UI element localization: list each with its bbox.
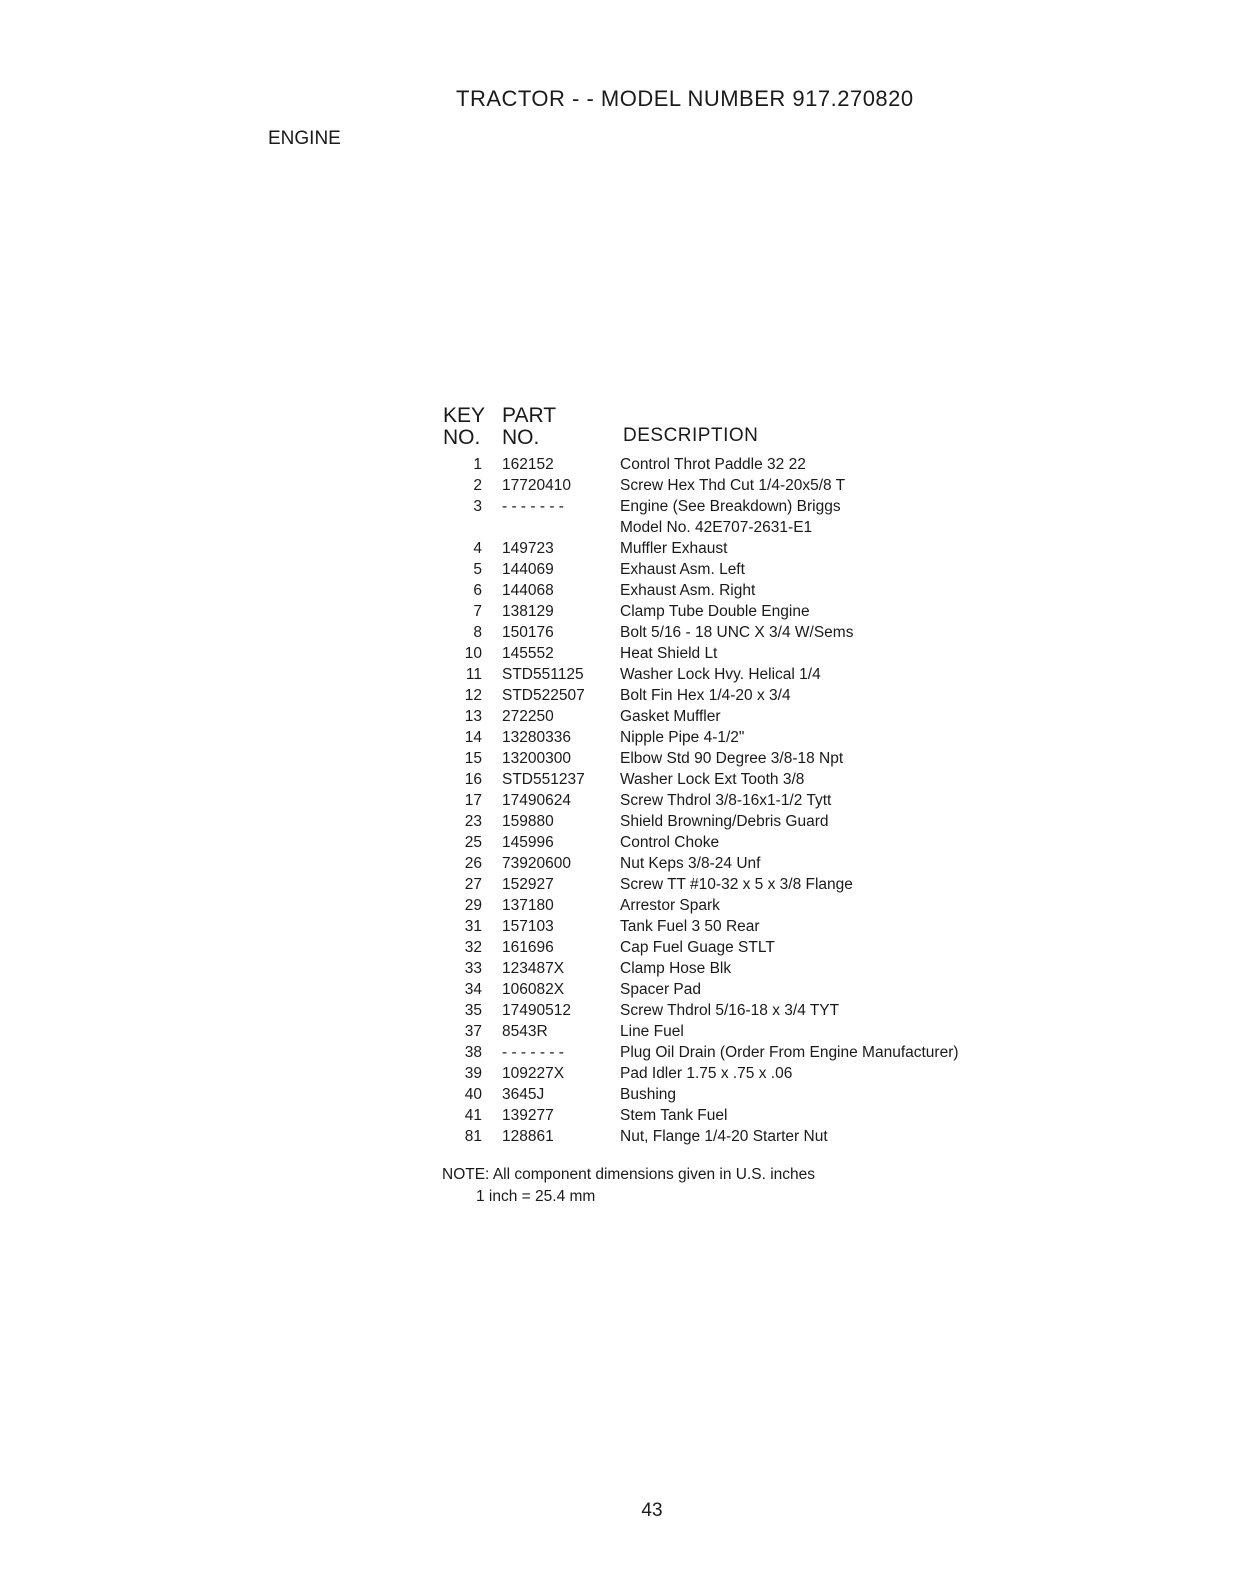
key-no-cell: 29 xyxy=(464,897,482,914)
key-no-cell: 32 xyxy=(464,939,482,956)
key-no-cell: 39 xyxy=(464,1065,482,1082)
parts-row xyxy=(440,1044,1080,1065)
part-no-cell: STD551237 xyxy=(502,771,585,788)
part-no-cell: 139277 xyxy=(502,1107,554,1124)
part-no-cell: 3645J xyxy=(502,1086,545,1103)
description-cell: Clamp Tube Double Engine xyxy=(620,603,810,620)
description-cell: Screw Thdrol 3/8-16x1-1/2 Tytt xyxy=(620,792,832,809)
parts-row xyxy=(440,918,1080,939)
description-cell: Spacer Pad xyxy=(620,981,701,998)
parts-row xyxy=(440,1023,1080,1044)
part-no-cell xyxy=(482,519,620,540)
description-cell: Heat Shield Lt xyxy=(620,645,718,662)
key-no-cell: 16 xyxy=(464,771,482,788)
key-no-cell: 41 xyxy=(464,1107,482,1124)
part-no-cell: 150176 xyxy=(502,624,554,641)
key-no-cell: 12 xyxy=(464,687,482,704)
page-title: TRACTOR - - MODEL NUMBER 917.270820 xyxy=(456,86,914,111)
parts-row xyxy=(440,939,1080,960)
part-header-line1: PART xyxy=(502,404,557,427)
key-no-cell: 2 xyxy=(473,477,482,494)
description-cell: Elbow Std 90 Degree 3/8-18 Npt xyxy=(620,750,844,767)
description-cell: Gasket Muffler xyxy=(620,708,721,725)
description-header: DESCRIPTION xyxy=(623,425,759,446)
part-no-cell: 159880 xyxy=(502,813,554,830)
parts-row xyxy=(440,582,1080,603)
description-cell: Exhaust Asm. Right xyxy=(620,582,756,599)
key-no-cell xyxy=(440,519,482,540)
description-cell: Nut Keps 3/8-24 Unf xyxy=(620,855,761,872)
parts-row xyxy=(440,519,1080,540)
part-no-cell: 17490512 xyxy=(502,1002,571,1019)
key-no-cell: 5 xyxy=(473,561,482,578)
parts-row xyxy=(440,834,1080,855)
part-no-cell: 137180 xyxy=(502,897,554,914)
note-line-2: 1 inch = 25.4 mm xyxy=(476,1188,596,1205)
parts-row xyxy=(440,813,1080,834)
part-no-cell: 13280336 xyxy=(502,729,571,746)
description-cell: Washer Lock Hvy. Helical 1/4 xyxy=(620,666,821,683)
parts-row xyxy=(440,897,1080,918)
key-no-cell: 4 xyxy=(473,540,482,557)
parts-table xyxy=(440,456,1080,1149)
description-cell: Stem Tank Fuel xyxy=(620,1107,728,1124)
parts-row xyxy=(440,666,1080,687)
key-no-cell: 23 xyxy=(464,813,482,830)
key-no-cell: 14 xyxy=(464,729,482,746)
part-no-cell: 13200300 xyxy=(502,750,571,767)
part-no-cell: - - - - - - - xyxy=(502,1044,564,1061)
part-no-cell: 138129 xyxy=(502,603,554,620)
parts-row xyxy=(440,708,1080,729)
parts-table-body xyxy=(440,456,1080,1149)
part-no-cell: 145552 xyxy=(502,645,554,662)
parts-row xyxy=(440,456,1080,477)
key-no-cell: 38 xyxy=(464,1044,482,1061)
part-no-cell: 17720410 xyxy=(502,477,571,494)
part-no-cell: 128861 xyxy=(502,1128,554,1145)
parts-row xyxy=(440,792,1080,813)
key-no-cell: 10 xyxy=(464,645,482,662)
key-no-cell: 27 xyxy=(464,876,482,893)
parts-row xyxy=(440,1107,1080,1128)
description-cell: Line Fuel xyxy=(620,1023,684,1040)
description-cell: Model No. 42E707-2631-E1 xyxy=(620,519,813,536)
part-no-header xyxy=(502,405,556,449)
parts-row xyxy=(440,960,1080,981)
description-cell: Control Choke xyxy=(620,834,720,851)
description-cell: Nut, Flange 1/4-20 Starter Nut xyxy=(620,1128,828,1145)
key-no-cell: 17 xyxy=(464,792,482,809)
description-cell: Screw Thdrol 5/16-18 x 3/4 TYT xyxy=(620,1002,840,1019)
dimensions-note xyxy=(442,1164,815,1208)
description-cell: Clamp Hose Blk xyxy=(620,960,732,977)
part-no-cell: 144068 xyxy=(502,582,554,599)
key-no-cell: 35 xyxy=(464,1002,482,1019)
description-cell: Engine (See Breakdown) Briggs xyxy=(620,498,841,515)
parts-row xyxy=(440,645,1080,666)
parts-row xyxy=(440,1065,1080,1086)
description-cell: Control Throt Paddle 32 22 xyxy=(620,456,806,473)
description-cell: Arrestor Spark xyxy=(620,897,720,914)
part-no-cell: 162152 xyxy=(502,456,554,473)
key-no-cell: 81 xyxy=(464,1128,482,1145)
parts-row xyxy=(440,603,1080,624)
description-cell: Bolt Fin Hex 1/4-20 x 3/4 xyxy=(620,687,791,704)
description-cell: Bushing xyxy=(620,1086,677,1103)
key-no-cell: 26 xyxy=(464,855,482,872)
part-no-cell: 152927 xyxy=(502,876,554,893)
description-cell: Shield Browning/Debris Guard xyxy=(620,813,829,830)
description-cell: Pad Idler 1.75 x .75 x .06 xyxy=(620,1065,793,1082)
part-no-cell: 157103 xyxy=(502,918,554,935)
part-no-cell: STD551125 xyxy=(502,666,584,683)
parts-row xyxy=(440,729,1080,750)
parts-row xyxy=(440,561,1080,582)
part-no-cell: - - - - - - - xyxy=(502,498,564,515)
key-header-line2: NO. xyxy=(443,426,481,449)
parts-row xyxy=(440,876,1080,897)
parts-row xyxy=(440,477,1080,498)
parts-row xyxy=(440,687,1080,708)
key-no-cell: 3 xyxy=(473,498,482,515)
part-no-cell: 123487X xyxy=(502,960,565,977)
key-header-line1: KEY xyxy=(443,404,486,427)
key-no-cell: 8 xyxy=(473,624,482,641)
note-line-1: NOTE: All component dimensions given in U.S. inches xyxy=(442,1166,816,1183)
part-no-cell: STD522507 xyxy=(502,687,585,704)
section-title: ENGINE xyxy=(268,128,341,149)
parts-row xyxy=(440,1086,1080,1107)
key-no-header xyxy=(443,405,485,449)
key-no-cell: 31 xyxy=(464,918,482,935)
part-no-cell: 272250 xyxy=(502,708,554,725)
parts-row xyxy=(440,855,1080,876)
key-no-cell: 6 xyxy=(473,582,482,599)
key-no-cell: 7 xyxy=(473,603,482,620)
part-header-line2: NO. xyxy=(502,426,540,449)
part-no-cell: 144069 xyxy=(502,561,554,578)
description-cell: Exhaust Asm. Left xyxy=(620,561,745,578)
description-cell: Screw TT #10-32 x 5 x 3/8 Flange xyxy=(620,876,853,893)
key-no-cell: 11 xyxy=(465,666,482,683)
key-no-cell: 1 xyxy=(473,456,482,473)
part-no-cell: 73920600 xyxy=(502,855,571,872)
part-no-cell: 17490624 xyxy=(502,792,571,809)
description-cell: Muffler Exhaust xyxy=(620,540,728,557)
description-cell: Bolt 5/16 - 18 UNC X 3/4 W/Sems xyxy=(620,624,854,641)
parts-row xyxy=(440,540,1080,561)
key-no-cell: 40 xyxy=(464,1086,482,1103)
part-no-cell: 106082X xyxy=(502,981,565,998)
description-cell: Screw Hex Thd Cut 1/4-20x5/8 T xyxy=(620,477,846,494)
page-number: 43 xyxy=(641,1500,663,1521)
parts-row xyxy=(440,750,1080,771)
key-no-cell: 13 xyxy=(464,708,482,725)
parts-row xyxy=(440,624,1080,645)
parts-row xyxy=(440,1002,1080,1023)
key-no-cell: 34 xyxy=(464,981,482,998)
parts-row xyxy=(440,1128,1080,1149)
description-cell: Cap Fuel Guage STLT xyxy=(620,939,775,956)
key-no-cell: 33 xyxy=(464,960,482,977)
key-no-cell: 37 xyxy=(464,1023,482,1040)
parts-row xyxy=(440,771,1080,792)
parts-row xyxy=(440,498,1080,519)
description-cell: Plug Oil Drain (Order From Engine Manufacturer) xyxy=(620,1044,959,1061)
description-cell: Nipple Pipe 4-1/2" xyxy=(620,729,745,746)
description-cell: Washer Lock Ext Tooth 3/8 xyxy=(620,771,805,788)
part-no-cell: 145996 xyxy=(502,834,554,851)
key-no-cell: 25 xyxy=(464,834,482,851)
part-no-cell: 8543R xyxy=(502,1023,548,1040)
parts-row xyxy=(440,981,1080,1002)
description-cell: Tank Fuel 3 50 Rear xyxy=(620,918,760,935)
part-no-cell: 161696 xyxy=(502,939,554,956)
part-no-cell: 149723 xyxy=(502,540,554,557)
part-no-cell: 109227X xyxy=(502,1065,565,1082)
key-no-cell: 15 xyxy=(464,750,482,767)
